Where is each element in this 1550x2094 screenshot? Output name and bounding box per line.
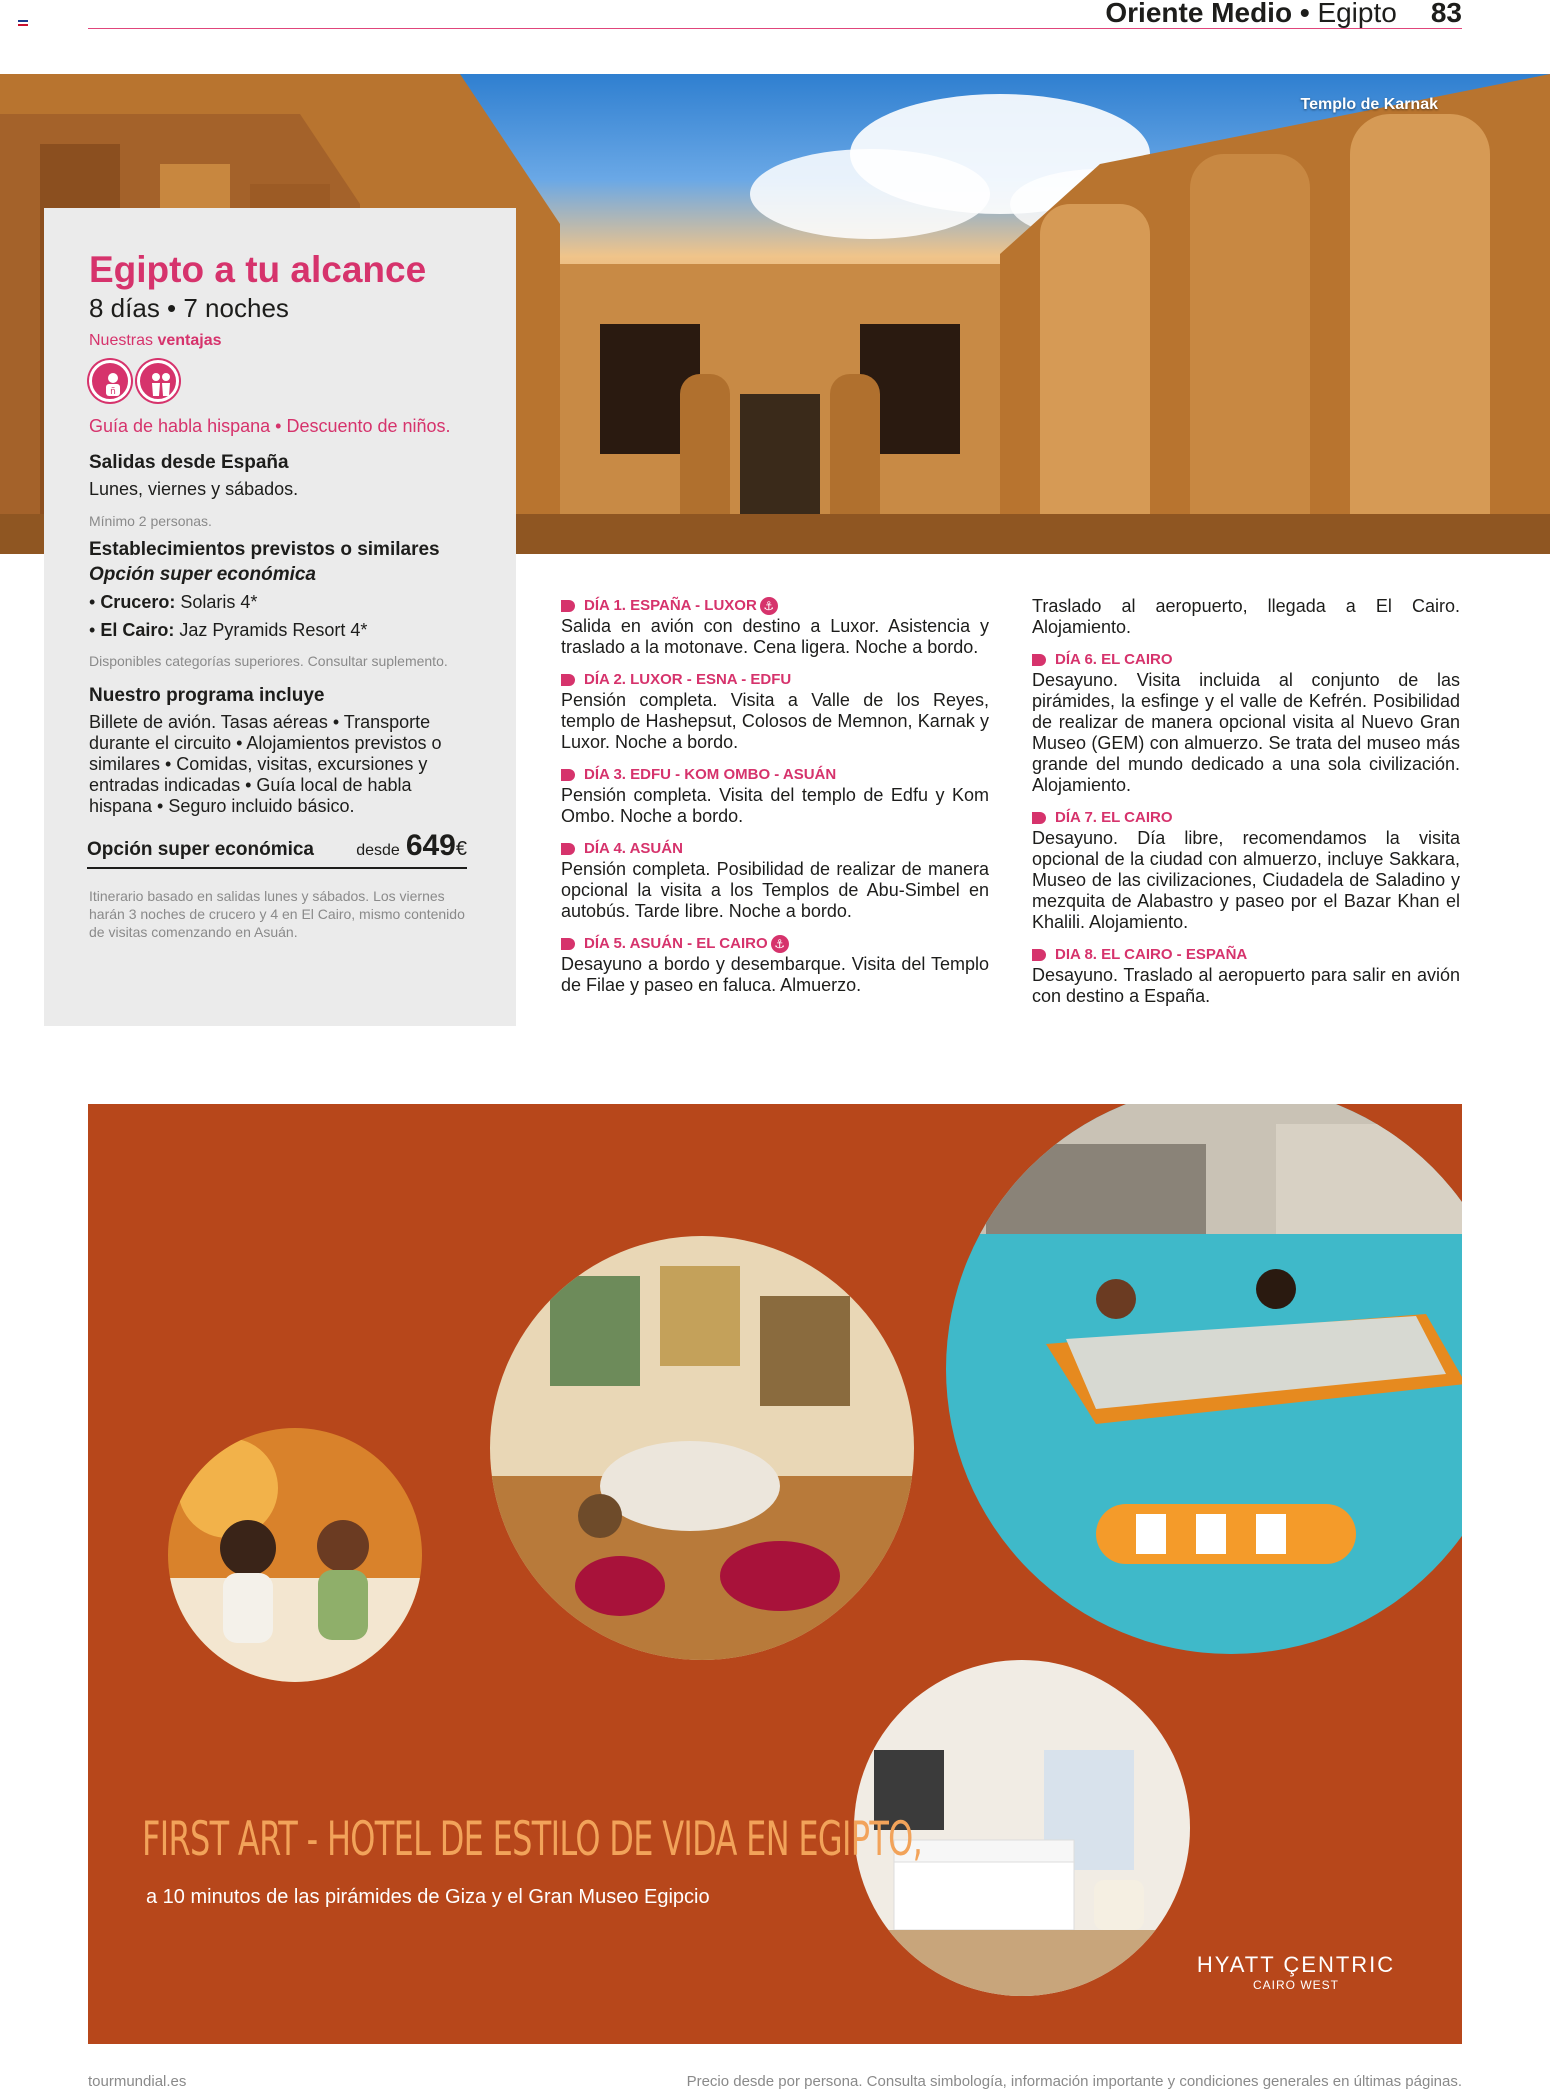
bullet-icon (1032, 654, 1046, 666)
day-title: DÍA 2. LUXOR - ESNA - EDFU (584, 671, 792, 688)
hotel-value: Solaris 4* (175, 592, 258, 612)
trip-title: Egipto a tu alcance (89, 249, 427, 290)
day-heading (1032, 945, 1460, 965)
day-title: DÍA 1. ESPAÑA - LUXOR (584, 597, 757, 614)
ad-subline: a 10 minutos de las pirámides de Giza y el Gran Museo Egipcio (146, 1886, 710, 1908)
day-heading (561, 839, 989, 859)
price-amount: 649 (405, 829, 456, 862)
day-title: DÍA 6. EL CAIRO (1055, 651, 1173, 668)
subsection-title: Egipto (1317, 0, 1397, 28)
departures-title: Salidas desde España (89, 452, 289, 473)
pool-photo (946, 1104, 1462, 1654)
day-title: DIA 8. EL CAIRO - ESPAÑA (1055, 946, 1248, 963)
bullet-icon (561, 769, 575, 781)
day-text: Pensión completa. Posibilidad de realizar de manera opcional la visita a los Templos de Abu-Simbel en autobús. Tarde libre. Noche a bordo. (561, 859, 989, 921)
price-from: desde (356, 842, 400, 859)
day-text: Desayuno a bordo y desembarque. Visita del Templo de Filae y paseo en faluca. Almuerzo. (561, 954, 989, 995)
advantages-text: Guía de habla hispana • Descuento de niños. (89, 416, 451, 436)
anchor-icon: ⚓ (760, 597, 778, 615)
hotel-label: El Cairo: (100, 620, 175, 640)
header-separator: • (1292, 0, 1318, 28)
day-text: Desayuno. Traslado al aeropuerto para salir en avión con destino a España. (1032, 965, 1460, 1006)
day-entry (561, 596, 989, 658)
footer-site: tourmundial.es (88, 2073, 187, 2090)
day-heading (1032, 650, 1460, 670)
price-currency: € (455, 838, 467, 860)
price-option-label: Opción super económica (87, 839, 314, 860)
bullet-icon (561, 938, 575, 950)
day-heading (561, 596, 989, 616)
itinerary-column-2 (1032, 596, 1460, 1019)
anchor-icon: ⚓ (771, 935, 789, 953)
day-heading (1032, 808, 1460, 828)
day-text: Desayuno. Día libre, recomendamos la visita opcional de la ciudad con almuerzo, incluye Sakkara, Museo de las civilizaciones, Ciudadela de Saladino y mezquita de Alabastro y paseo por el Bazar Khan el Khalili. Alojamiento. (1032, 828, 1460, 932)
day-entry (561, 934, 989, 996)
option-label: Opción super económica (89, 564, 316, 585)
itinerary-note: Itinerario basado en salidas lunes y sábados. Los viernes harán 3 noches de crucero y 4 en El Cairo, mismo contenido de visitas comenzando en Asuán. (89, 888, 465, 940)
hotel-label: Crucero: (100, 592, 176, 612)
svg-text:ñ: ñ (110, 387, 116, 397)
lounge-photo (490, 1236, 914, 1660)
hotel-item: • El Cairo: Jaz Pyramids Resort 4* (89, 620, 368, 640)
day-entry (1032, 945, 1460, 1007)
departures-days: Lunes, viernes y sábados. (89, 479, 299, 499)
brand-name: HYATT ÇENTRIC (1196, 1952, 1396, 1977)
advantages-bold: ventajas (157, 332, 222, 349)
includes-text: Billete de avión. Tasas aéreas • Transporte durante el circuito • Alojamientos previstos o similares • Comidas, visitas, excursiones y entradas indicadas • Guía local de habla hispana • Seguro incluido básico. (89, 712, 442, 816)
hotel-value: Jaz Pyramids Resort 4* (174, 620, 368, 640)
page-header (1105, 0, 1462, 30)
advantages-prefix: Nuestras (89, 332, 158, 349)
day-text: Pensión completa. Visita del templo de Edfu y Kom Ombo. Noche a bordo. (561, 785, 989, 826)
price-row (87, 829, 467, 869)
hyatt-centric-logo (1184, 1952, 1408, 1992)
day-entry (561, 839, 989, 922)
includes-title: Nuestro programa incluye (89, 685, 325, 706)
advantage-icons (89, 360, 472, 402)
ad-headline: FIRST ART - HOTEL DE ESTILO DE VIDA EN EGIPTO, (142, 1812, 923, 1867)
hotel-advertisement (88, 1104, 1462, 2044)
bullet-icon (561, 843, 575, 855)
day-continuation: Traslado al aeropuerto, llegada a El Cairo. Alojamiento. (1032, 596, 1460, 637)
day-heading (561, 765, 989, 785)
day-text: Salida en avión con destino a Luxor. Asistencia y traslado a la motonave. Cena ligera. Noche a bordo. (561, 616, 989, 657)
section-title: Oriente Medio (1105, 0, 1293, 28)
bullet-icon (561, 600, 575, 612)
bullet-icon (1032, 812, 1046, 824)
day-heading (561, 670, 989, 690)
day-heading (561, 934, 989, 954)
flag-icon (18, 20, 28, 26)
day-title: DÍA 4. ASUÁN (584, 840, 683, 857)
establishments-title: Establecimientos previstos o similares (89, 539, 440, 560)
advantages-label (89, 332, 472, 350)
trip-duration: 8 días • 7 noches (89, 293, 289, 323)
itinerary-column-1 (561, 596, 989, 1008)
hero-caption: Templo de Karnak (1300, 96, 1438, 113)
day-title: DÍA 7. EL CAIRO (1055, 809, 1173, 826)
day-entry (561, 765, 989, 827)
day-entry (1032, 808, 1460, 933)
day-text: Desayuno. Visita incluida al conjunto de las pirámides, la esfinge y el valle de Kefrén. Posibilidad de realizar de manera opcional visita al Nuevo Gran Museo (GEM) con almuerzo. Se trata del museo más grande del mundo dedicado a una sola civilización. Alojamiento. (1032, 670, 1460, 795)
trip-info-panel (44, 208, 516, 1026)
categories-note: Disponibles categorías superiores. Consultar suplemento. (89, 653, 448, 669)
page-number: 83 (1430, 0, 1462, 28)
day-text: Pensión completa. Visita a Valle de los Reyes, templo de Hashepsut, Colosos de Memnon, Karnak y Luxor. Noche a bordo. (561, 690, 989, 752)
hotel-item: • Crucero: Solaris 4* (89, 592, 258, 612)
spanish-guide-icon (89, 360, 131, 402)
day-title: DÍA 5. ASUÁN - EL CAIRO (584, 935, 768, 952)
day-entry (561, 670, 989, 753)
bullet-icon (561, 674, 575, 686)
children-discount-icon (137, 360, 179, 402)
brand-location: CAIRO WEST (1252, 1978, 1339, 1992)
day-entry (1032, 650, 1460, 796)
bullet-icon (1032, 949, 1046, 961)
footer-disclaimer: Precio desde por persona. Consulta simbología, información importante y condiciones generales en últimas páginas. (686, 2073, 1462, 2090)
day-title: DÍA 3. EDFU - KOM OMBO - ASUÁN (584, 766, 837, 783)
restaurant-photo (168, 1428, 422, 1682)
minimum-note: Mínimo 2 personas. (89, 513, 212, 529)
hotel-list (89, 588, 472, 644)
